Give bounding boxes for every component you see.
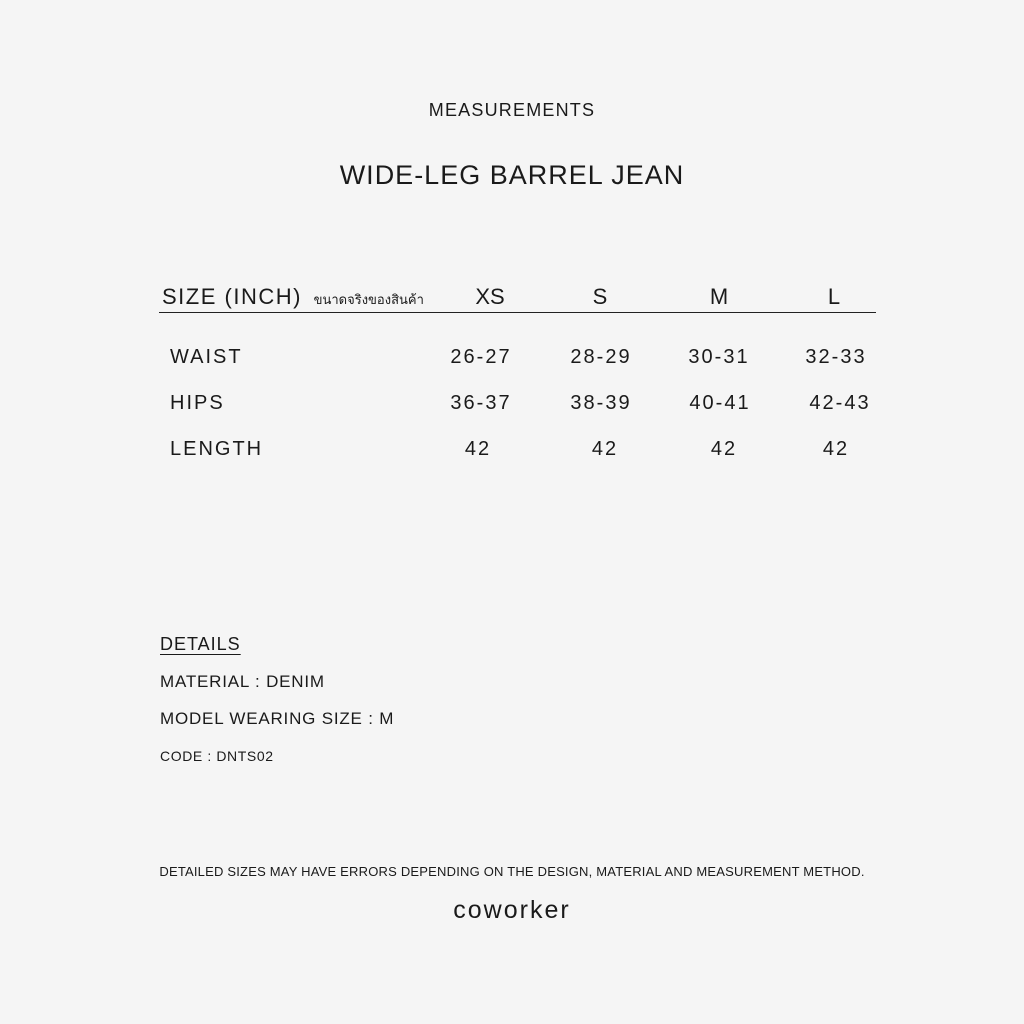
size-heading	[162, 284, 424, 310]
size-heading-label: SIZE (INCH)	[162, 284, 302, 309]
column-header-s: S	[592, 284, 608, 309]
cell-length-xs: 42	[464, 438, 492, 460]
cell-waist-s: 28-29	[570, 346, 632, 368]
size-heading-thai-note: ขนาดจริงของสินค้า	[313, 292, 424, 307]
row-label-waist: WAIST	[170, 346, 243, 368]
cell-waist-m: 30-31	[688, 346, 750, 368]
details-heading: DETAILS	[160, 634, 241, 654]
column-header-l: L	[827, 284, 841, 309]
page-kicker: MEASUREMENTS	[428, 100, 596, 120]
header-divider	[159, 312, 876, 313]
size-disclaimer: DETAILED SIZES MAY HAVE ERRORS DEPENDING ON THE DESIGN, MATERIAL AND MEASUREMENT METHOD.	[159, 864, 865, 879]
product-title: WIDE-LEG BARREL JEAN	[339, 160, 685, 190]
cell-hips-m: 40-41	[689, 392, 751, 414]
column-header-m: M	[709, 284, 729, 309]
row-label-hips: HIPS	[170, 392, 225, 414]
cell-waist-l: 32-33	[805, 346, 867, 368]
column-header-xs: XS	[475, 284, 505, 309]
cell-hips-l: 42-43	[809, 392, 871, 414]
detail-code: CODE : DNTS02	[160, 748, 274, 764]
brand-logo: coworker	[453, 896, 571, 924]
cell-length-l: 42	[822, 438, 850, 460]
detail-material: MATERIAL : DENIM	[160, 672, 325, 691]
cell-waist-xs: 26-27	[450, 346, 512, 368]
row-label-length: LENGTH	[170, 438, 264, 460]
cell-length-m: 42	[710, 438, 738, 460]
cell-hips-s: 38-39	[570, 392, 632, 414]
cell-hips-xs: 36-37	[450, 392, 512, 414]
detail-model-size: MODEL WEARING SIZE : M	[160, 709, 395, 728]
cell-length-s: 42	[591, 438, 619, 460]
